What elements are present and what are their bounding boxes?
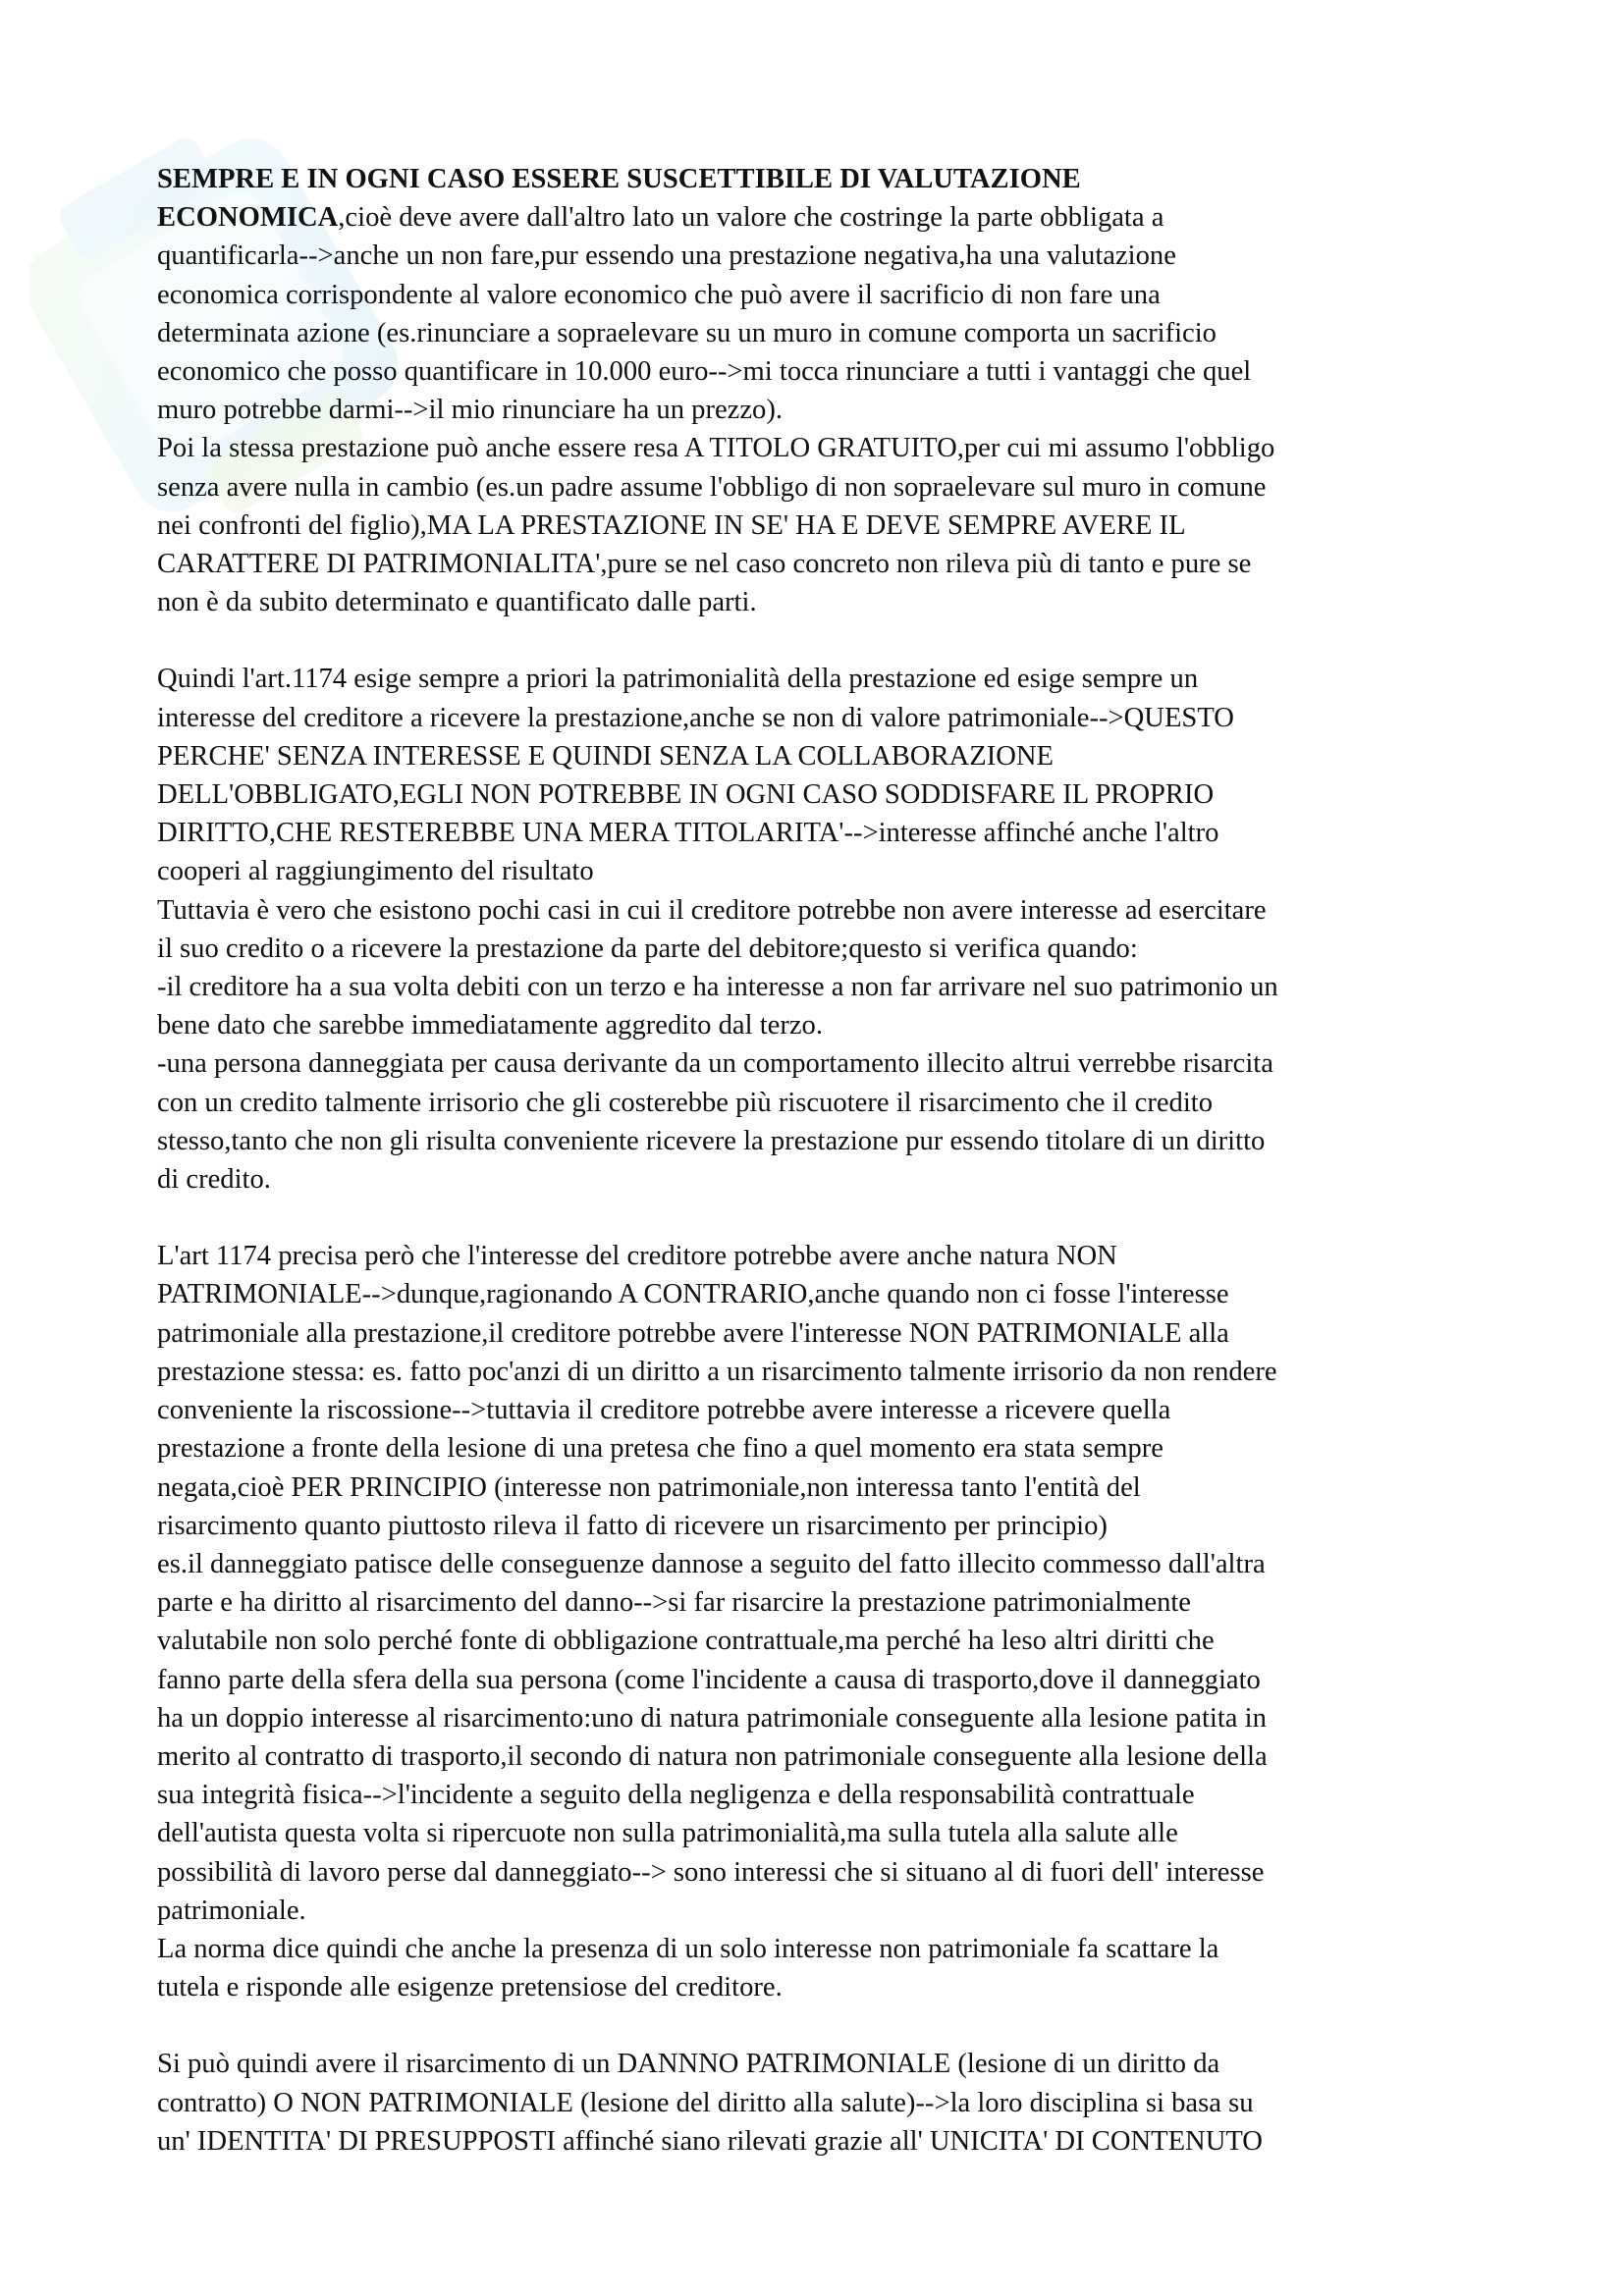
text-line: fanno parte della sfera della sua persona (come l'incidente a causa di trasporto,dove il danneggiato bbox=[157, 1664, 1261, 1695]
heading-line: ECONOMICA bbox=[157, 202, 339, 234]
text-line: -il creditore ha a sua volta debiti con un terzo e ha interesse a non far arrivare nel suo patrimonio un bbox=[157, 972, 1278, 1003]
heading-line: SEMPRE E IN OGNI CASO ESSERE SUSCETTIBILE DI VALUTAZIONE bbox=[157, 164, 1081, 194]
text-line: sua integrità fisica-->l'incidente a seguito della negligenza e della responsabilità contrattuale bbox=[157, 1780, 1195, 1811]
text-line: Poi la stessa prestazione può anche essere resa A TITOLO GRATUITO,per cui mi assumo l'obbligo bbox=[157, 433, 1275, 464]
text-line: muro potrebbe darmi-->il mio rinunciare ha un prezzo). bbox=[157, 395, 784, 426]
text-line: L'art 1174 precisa però che l'interesse del creditore potrebbe avere anche natura NON bbox=[157, 1241, 1117, 1272]
text-line: ,cioè deve avere dall'altro lato un valore che costringe la parte obbligata a bbox=[338, 202, 1164, 234]
text-line: patrimoniale. bbox=[157, 1895, 306, 1926]
paragraph-gap bbox=[157, 1199, 1492, 1237]
text-line: prestazione stessa: es. fatto poc'anzi di un diritto a un risarcimento talmente irrisorio da non rendere bbox=[157, 1356, 1277, 1387]
paragraph-gap bbox=[157, 621, 1492, 660]
text-line: nei confronti del figlio),MA LA PRESTAZIONE IN SE' HA E DEVE SEMPRE AVERE IL bbox=[157, 509, 1186, 541]
text-line: Quindi l'art.1174 esige sempre a priori la patrimonialità della prestazione ed esige sempre un bbox=[157, 664, 1199, 695]
text-line: merito al contratto di trasporto,il secondo di natura non patrimoniale conseguente alla lesione della bbox=[157, 1740, 1268, 1772]
text-line: PATRIMONIALE-->dunque,ragionando A CONTRARIO,anche quando non ci fosse l'interesse bbox=[157, 1279, 1229, 1310]
text-line: di credito. bbox=[157, 1164, 271, 1196]
text-line: contratto) O NON PATRIMONIALE (lesione del diritto alla salute)-->la loro disciplina si basa su bbox=[157, 2087, 1254, 2118]
text-line: il suo credito o a ricevere la prestazione da parte del debitore;questo si verifica quando: bbox=[157, 933, 1138, 964]
text-line: un' IDENTITA' DI PRESUPPOSTI affinché siano rilevati grazie all' UNICITA' DI CONTENUTO bbox=[157, 2125, 1263, 2157]
text-line: CARATTERE DI PATRIMONIALITA',pure se nel caso concreto non rileva più di tanto e pure se bbox=[157, 549, 1252, 580]
text-line: con un credito talmente irrisorio che gli costerebbe più riscuotere il risarcimento che il credito bbox=[157, 1087, 1214, 1118]
paragraph-gap bbox=[157, 2006, 1492, 2045]
paragraph-4 bbox=[157, 2045, 1492, 2161]
text-line: ha un doppio interesse al risarcimento:uno di natura patrimoniale conseguente alla lesione patita in bbox=[157, 1702, 1267, 1734]
text-line: determinata azione (es.rinunciare a sopraelevare su un muro in comune comporta un sacrificio bbox=[157, 317, 1217, 348]
text-line: Si può quindi avere il risarcimento di un DANNNO PATRIMONIALE (lesione di un diritto da bbox=[157, 2049, 1220, 2080]
text-line: conveniente la riscossione-->tuttavia il creditore potrebbe avere interesse a ricevere quella bbox=[157, 1395, 1171, 1426]
text-line: DIRITTO,CHE RESTEREBBE UNA MERA TITOLARITA'-->interesse affinché anche l'altro bbox=[157, 818, 1219, 849]
text-line: DELL'OBBLIGATO,EGLI NON POTREBBE IN OGNI CASO SODDISFARE IL PROPRIO bbox=[157, 779, 1215, 811]
text-line: stesso,tanto che non gli risulta conveniente ricevere la prestazione pur essendo titolare di un diritto bbox=[157, 1125, 1266, 1156]
text-line: -una persona danneggiata per causa derivante da un comportamento illecito altrui verrebbe risarcita bbox=[157, 1048, 1273, 1080]
text-line: economica corrispondente al valore economico che può avere il sacrificio di non fare una bbox=[157, 279, 1161, 310]
paragraph-3 bbox=[157, 1237, 1492, 2006]
text-line: quantificarla-->anche un non fare,pur essendo una prestazione negativa,ha una valutazione bbox=[157, 240, 1176, 272]
paragraph-2 bbox=[157, 660, 1492, 1199]
text-line: es.il danneggiato patisce delle conseguenze dannose a seguito del fatto illecito commesso dall'altra bbox=[157, 1548, 1266, 1579]
text-line: prestazione a fronte della lesione di una pretesa che fino a quel momento era stata sempre bbox=[157, 1433, 1163, 1465]
text-line: interesse del creditore a ricevere la prestazione,anche se non di valore patrimoniale-->QUESTO bbox=[157, 702, 1234, 733]
paragraph-1 bbox=[157, 160, 1492, 621]
text-line: non è da subito determinato e quantificato dalle parti. bbox=[157, 587, 757, 618]
text-line: negata,cioè PER PRINCIPIO (interesse non patrimoniale,non interessa tanto l'entità del bbox=[157, 1471, 1141, 1503]
text-line: patrimoniale alla prestazione,il creditore potrebbe avere l'interesse NON PATRIMONIALE alla bbox=[157, 1317, 1229, 1349]
text-line: dell'autista questa volta si ripercuote non sulla patrimonialità,ma sulla tutela alla salute alle bbox=[157, 1818, 1178, 1849]
text-line: tutela e risponde alle esigenze pretensiose del creditore. bbox=[157, 1972, 783, 2003]
text-line: economico che posso quantificare in 10.000 euro-->mi tocca rinunciare a tutti i vantaggi che quel bbox=[157, 356, 1252, 388]
text-line: parte e ha diritto al risarcimento del danno-->si far risarcire la prestazione patrimonialmente bbox=[157, 1587, 1191, 1619]
text-line: valutabile non solo perché fonte di obbligazione contrattuale,ma perché ha leso altri diritti che bbox=[157, 1626, 1215, 1657]
text-line: risarcimento quanto piuttosto rileva il fatto di ricevere un risarcimento per principio) bbox=[157, 1510, 1108, 1541]
text-line: La norma dice quindi che anche la presenza di un solo interesse non patrimoniale fa scattare la bbox=[157, 1933, 1219, 1964]
text-line: possibilità di lavoro perse dal danneggiato--> sono interessi che si situano al di fuori dell' interesse bbox=[157, 1856, 1265, 1888]
text-line: cooperi al raggiungimento del risultato bbox=[157, 856, 594, 887]
document-body bbox=[157, 160, 1492, 2161]
text-line: PERCHE' SENZA INTERESSE E QUINDI SENZA LA COLLABORAZIONE bbox=[157, 740, 1054, 772]
text-line: senza avere nulla in cambio (es.un padre assume l'obbligo di non sopraelevare sul muro in comune bbox=[157, 471, 1267, 503]
text-line: bene dato che sarebbe immediatamente aggredito dal terzo. bbox=[157, 1010, 823, 1041]
text-line: Tuttavia è vero che esistono pochi casi in cui il creditore potrebbe non avere interesse ad esercitare bbox=[157, 894, 1267, 926]
